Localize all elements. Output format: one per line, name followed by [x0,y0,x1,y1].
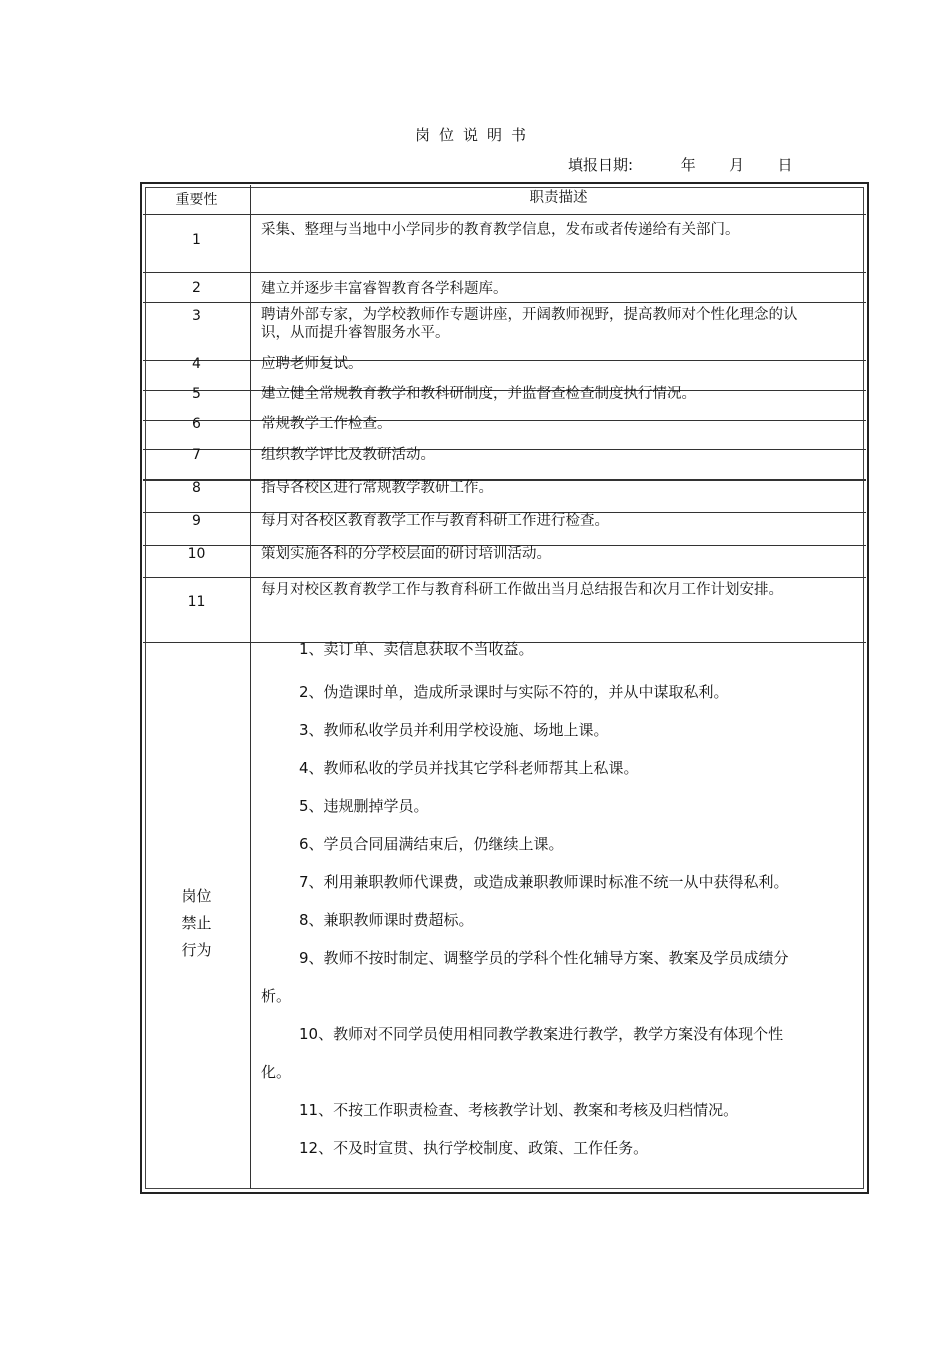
header-importance: 重要性 [175,192,218,208]
forbidden-behavior-label-text: 岗位禁止行为 [181,887,212,959]
row-4-num: 4 [192,356,201,372]
row-3-num: 3 [192,308,201,324]
document-title: 岗位说明书 [414,126,535,144]
row-6-num: 6 [192,416,201,432]
row-7-text: 组织教学评比及教研活动。 [261,447,435,463]
row-5-text: 建立健全常规教育教学和教科研制度，并监督查检查制度执行情况。 [261,386,696,402]
forbidden-item-7: 7、利用兼职教师代课费，或造成兼职教师课时标准不统一从中获得私利。 [299,873,789,891]
row-1-num: 1 [192,232,201,248]
row-3-text: 聘请外部专家，为学校教师作专题讲座，开阔教师视野，提高教师对个性化理念的认识，从而提升睿智服务水平。 [261,307,798,341]
forbidden-item-12: 12、不及时宣贯、执行学校制度、政策、工作任务。 [299,1139,649,1157]
forbidden-item-8: 8、兼职教师课时费超标。 [299,911,474,929]
row-7-num: 7 [192,447,201,463]
row-line [143,272,866,273]
forbidden-item-3: 3、教师私收学员并利用学校设施、场地上课。 [299,721,609,739]
forbidden-item-5: 5、违规删掉学员。 [299,797,429,815]
row-1-text: 采集、整理与当地中小学同步的教育教学信息，发布或者传递给有关部门。 [261,222,740,238]
row-10-text: 策划实施各科的分学校层面的研讨培训活动。 [261,546,551,562]
row-2-text: 建立并逐步丰富睿智教育各学科题库。 [261,281,508,297]
row-8-text: 指导各校区进行常规教学教研工作。 [261,480,493,496]
row-9-num: 9 [192,513,201,529]
forbidden-behavior-list [261,636,801,1167]
forbidden-item-6: 6、学员合同届满结束后，仍继续上课。 [299,835,564,853]
forbidden-item-2: 2、伪造课时单，造成所录课时与实际不符的，并从中谋取私利。 [299,683,729,701]
row-5-num: 5 [192,386,201,402]
forbidden-item-10: 10、教师对不同学员使用相同教学教案进行教学，教学方案没有体现个性化。 [261,1025,784,1081]
row-11-text: 每月对校区教育教学工作与教育科研工作做出当月总结报告和次月工作计划安排。 [261,582,783,598]
forbidden-item-11: 11、不按工作职责检查、考核教学计划、教案和考核及归档情况。 [299,1101,739,1119]
header-duty-description: 职责描述 [529,190,588,206]
forbidden-item-4: 4、教师私收的学员并找其它学科老师帮其上私课。 [299,759,639,777]
row-4-text: 应聘老师复试。 [261,356,363,372]
row-8-num: 8 [192,480,201,496]
row-11-num: 11 [187,594,206,610]
column-divider [250,185,251,1189]
row-line [143,302,866,303]
row-9-text: 每月对各校区教育教学工作与教育科研工作进行检查。 [261,513,609,529]
forbidden-item-1: 1、卖订单、卖信息获取不当收益。 [299,640,534,658]
row-2-num: 2 [192,280,201,296]
fill-date-line: 填报日期: 年 月 日 [568,156,793,174]
row-10-num: 10 [187,546,206,562]
row-6-text: 常规教学工作检查。 [261,416,392,432]
forbidden-behavior-label [143,883,250,964]
forbidden-item-9: 9、教师不按时制定、调整学员的学科个性化辅导方案、教案及学员成绩分析。 [261,949,789,1005]
